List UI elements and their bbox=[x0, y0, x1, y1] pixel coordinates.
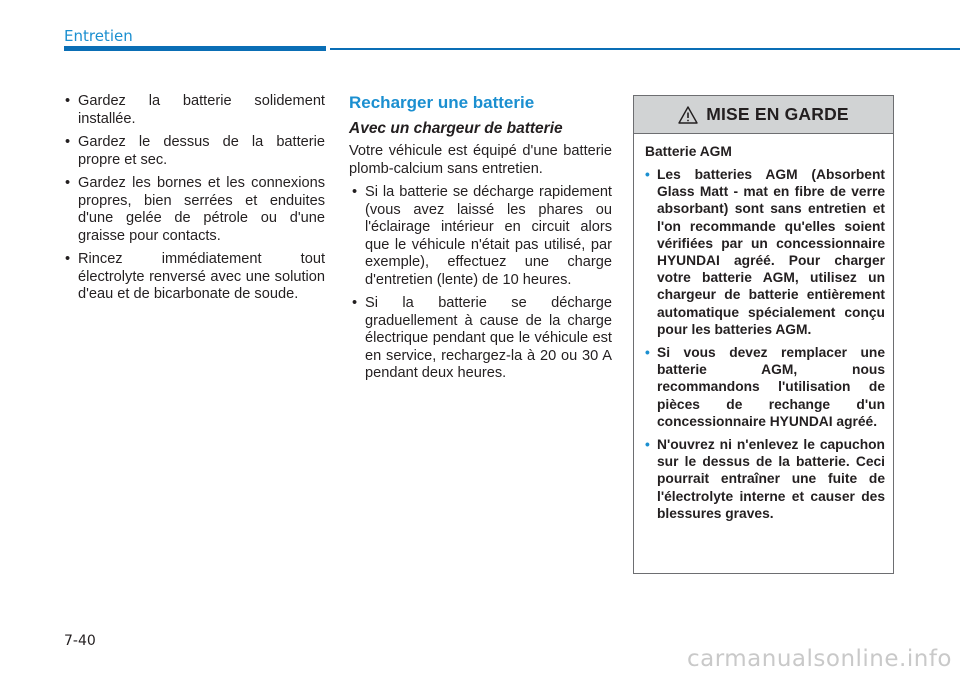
left-column bbox=[62, 93, 325, 310]
section-title: Recharger une batterie bbox=[349, 93, 535, 112]
list-item: • Les batteries AGM (Absorbent Glass Matt - mat en fibre de verre absorbant) sont sans entretien et l'on recommande qu'elles soient vérifiées par un concessionnaire HYUNDAI agréé. Pour charger votre batterie AGM, utilisez un chargeur de batterie entièrement automatique spécialement conçu pour les batteries AGM. bbox=[645, 166, 885, 338]
warning-triangle-icon bbox=[678, 106, 698, 124]
subsection-title: Avec un chargeur de batterie bbox=[349, 120, 563, 137]
list-item: • N'ouvrez ni n'enlevez le capuchon sur le dessus de la batterie. Ceci pourrait entraîner une fuite de l'électrolyte interne et causer des blessures graves. bbox=[645, 436, 885, 522]
warning-header bbox=[634, 96, 893, 134]
warning-subtitle: Batterie AGM bbox=[645, 144, 732, 159]
list-item: • Si la batterie se décharge graduellement à cause de la charge électrique pendant que le véhicule est en service, rechargez-la à 20 ou 30 A pendant deux heures. bbox=[349, 295, 612, 383]
list-item: • Gardez le dessus de la batterie propre et sec. bbox=[62, 134, 325, 169]
list-item: • Si la batterie se décharge rapidement (vous avez laissé les phares ou l'éclairage intérieur en circuit alors que le véhicule n'était pas utilisé, par exemple), effectuez une charge d'entretien (lente) de 10 heures. bbox=[349, 184, 612, 289]
list-item: • Gardez les bornes et les connexions propres, bien serrées et enduites d'une gelée de pétrole ou d'une graisse pour contacts. bbox=[62, 175, 325, 245]
list-item: • Rincez immédiatement tout électrolyte renversé avec une solution d'eau et de bicarbonate de soude. bbox=[62, 251, 325, 304]
warning-title: MISE EN GARDE bbox=[706, 104, 849, 124]
middle-column bbox=[349, 93, 612, 389]
middle-bullet-list bbox=[349, 184, 612, 383]
warning-body bbox=[634, 134, 893, 522]
warning-box bbox=[633, 95, 894, 574]
list-item: • Gardez la batterie solidement installée. bbox=[62, 93, 325, 128]
header-bar-thick bbox=[64, 46, 326, 51]
list-item: • Si vous devez remplacer une batterie AGM, nous recommandons l'utilisation de pièces de rechange d'un concessionnaire HYUNDAI agréé. bbox=[645, 344, 885, 430]
left-bullet-list bbox=[62, 93, 325, 304]
header-title: Entretien bbox=[64, 27, 133, 45]
warning-list bbox=[645, 166, 885, 522]
watermark: carmanualsonline.info bbox=[686, 646, 952, 672]
page-number: 7-40 bbox=[64, 633, 96, 649]
header-bar-thin bbox=[330, 48, 960, 50]
intro-paragraph: Votre véhicule est équipé d'une batterie plomb-calcium sans entretien. bbox=[349, 143, 612, 177]
